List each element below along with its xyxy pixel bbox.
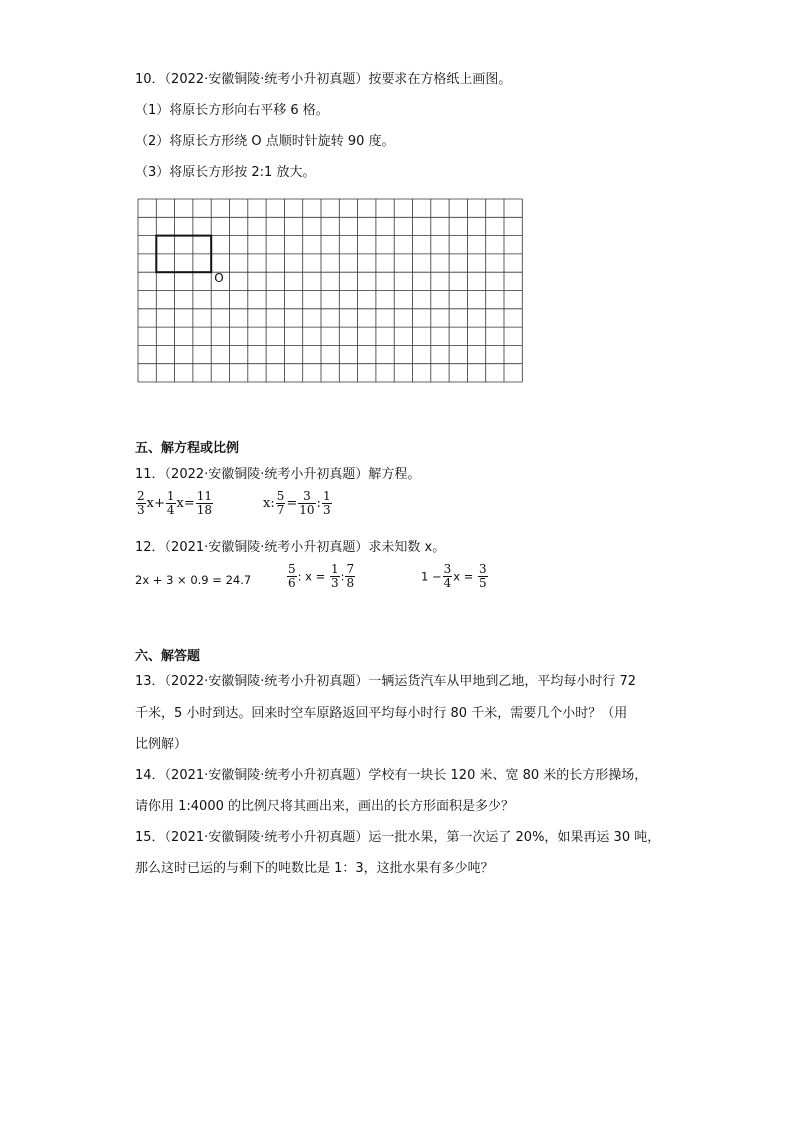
q13-line-1: 13．（2022·安徽铜陵·统考小升初真题）一辆运货汽车从甲地到乙地，平均每小时行 72 [135, 674, 637, 689]
fraction: $\frac{5}{6}$ [288, 562, 296, 590]
fraction: $\frac{3}{5}$ [479, 562, 487, 590]
fraction: $\frac{1}{3}$ [322, 489, 331, 517]
q10-item-2: （2）将原长方形绕 O 点顺时针旋转 90 度。 [135, 134, 395, 149]
point-o-label: O [214, 271, 224, 286]
q13-line-2: 千米，5 小时到达。回来时空车原路返回平均每小时行 80 千米，需要几个小时？（用 [135, 706, 628, 721]
q10-item-1: （1）将原长方形向右平移 6 格。 [135, 103, 329, 118]
q12-title: 12．（2021·安徽铜陵·统考小升初真题）求未知数 x。 [135, 540, 446, 555]
section5-heading: 五、解方程或比例 [135, 441, 240, 456]
q14-line-1: 14．（2021·安徽铜陵·统考小升初真题）学校有一块长 120 米、宽 80 米的长方形操场， [135, 768, 648, 783]
q15-line-2: 那么这时已运的与剩下的吨数比是 1：3，这批水果有多少吨？ [135, 861, 494, 876]
fraction: $\frac{3}{10}$ [299, 489, 315, 517]
fraction: $\frac{11}{18}$ [196, 489, 213, 517]
q12-equation-2: $\frac{5}{6}$ : x = $\frac{1}{3}$ : $\frac{7}{8}$ [288, 562, 355, 590]
fraction: $\frac{1}{4}$ [166, 489, 175, 517]
fraction: $\frac{3}{4}$ [443, 562, 452, 590]
q15-line-1: 15．（2021·安徽铜陵·统考小升初真题）运一批水果，第一次运了 20%，如果再运 30 吨， [135, 830, 661, 845]
q13-line-3: 比例解） [135, 737, 188, 752]
q14-line-2: 请你用 1:4000 的比例尺将其画出来，画出的长方形面积是多少？ [135, 799, 514, 814]
fraction: $\frac{5}{7}$ [276, 489, 285, 517]
q10-title: 10．（2022·安徽铜陵·统考小升初真题）按要求在方格纸上画图。 [135, 72, 512, 87]
fraction: $\frac{1}{3}$ [330, 562, 339, 590]
graph-paper-grid [137, 198, 527, 384]
q12-equation-3: 1 − $\frac{3}{4}$ x = $\frac{3}{5}$ [421, 562, 487, 590]
section6-heading: 六、解答题 [135, 649, 201, 664]
q11-equation-1: $\frac{2}{3}$ x+ $\frac{1}{4}$ x= $\frac{11}{18}$ [137, 489, 213, 517]
q10-item-3: （3）将原长方形按 2:1 放大。 [135, 165, 316, 180]
q12-equation-1: 2x + 3 × 0.9 = 24.7 [135, 573, 252, 587]
q11-title: 11．（2022·安徽铜陵·统考小升初真题）解方程。 [135, 467, 421, 482]
fraction: $\frac{7}{8}$ [346, 562, 355, 590]
grid-lines [138, 199, 522, 382]
q11-equation-2: x: $\frac{5}{7}$ = $\frac{3}{10}$ : $\frac{1}{3}$ [263, 489, 331, 517]
fraction: $\frac{2}{3}$ [137, 489, 145, 517]
